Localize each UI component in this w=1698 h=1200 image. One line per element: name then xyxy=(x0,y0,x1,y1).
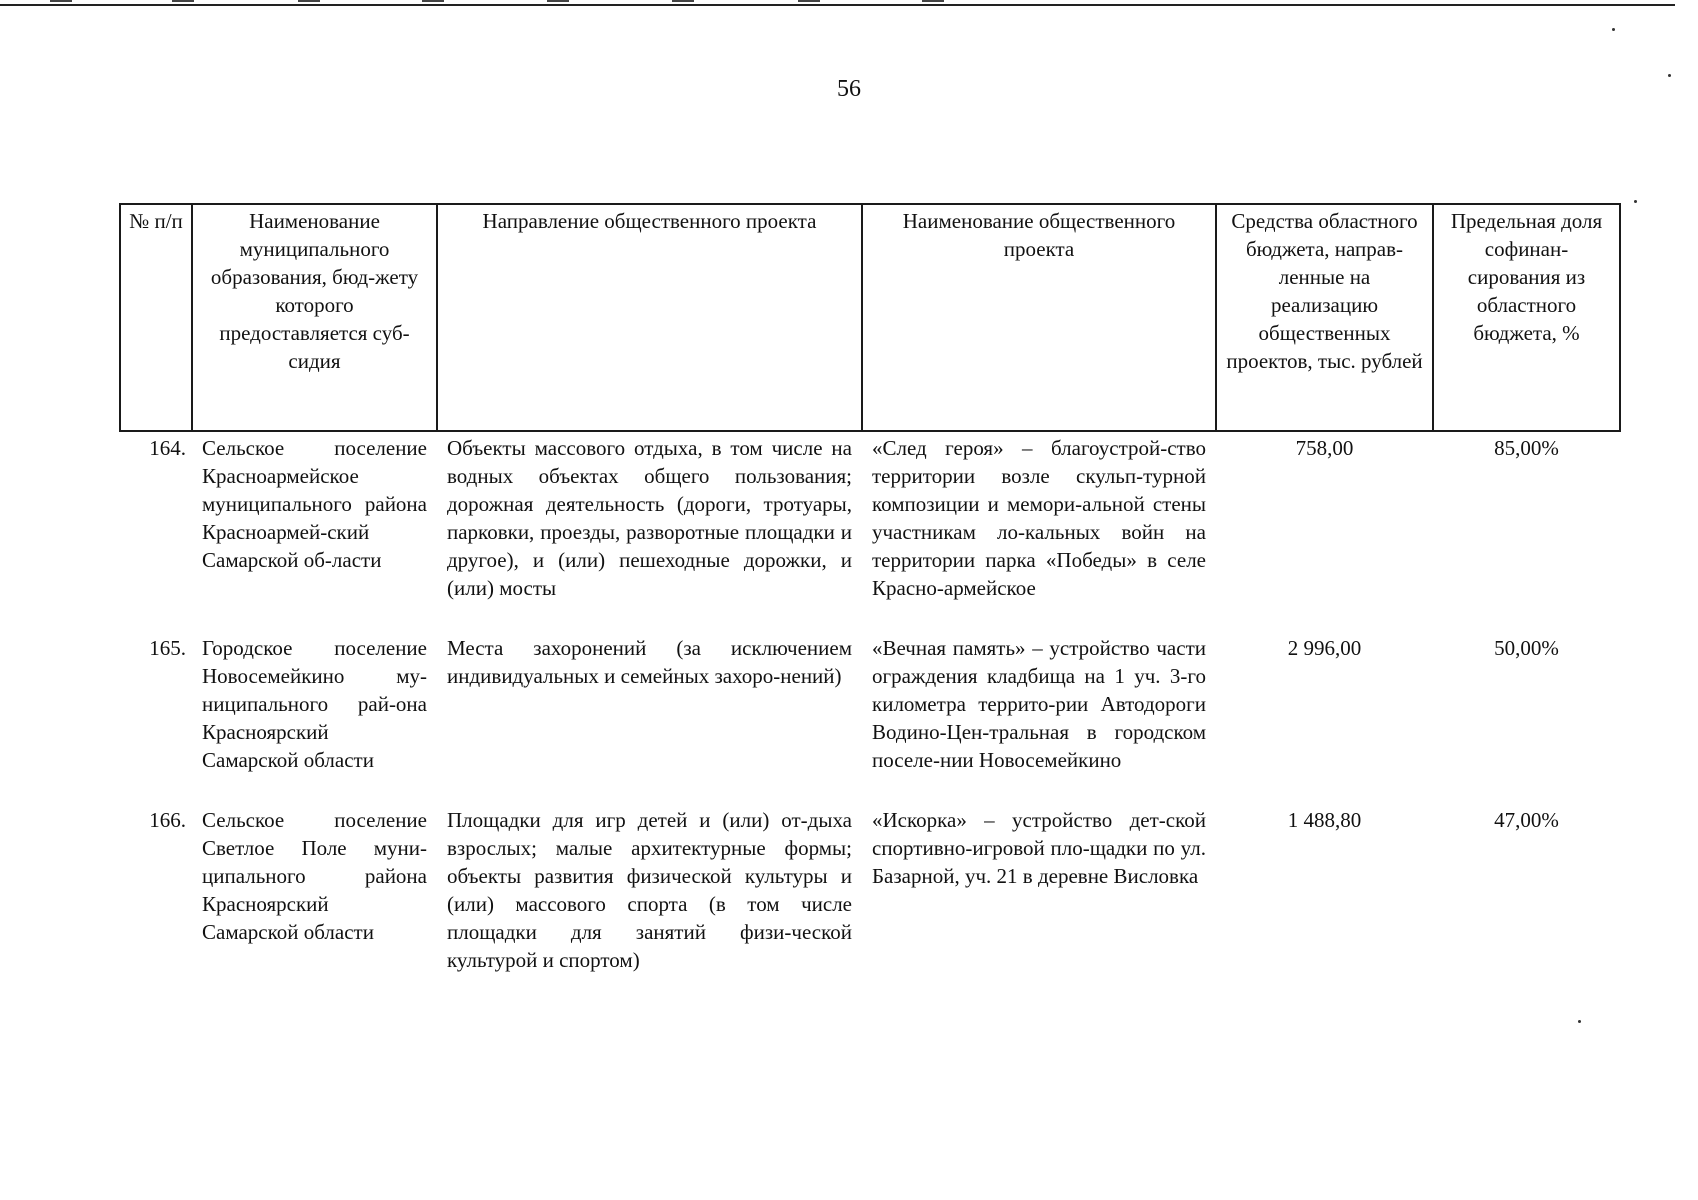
header-direction: Направление общественного проекта xyxy=(437,204,862,431)
row-project-name: «След героя» – благоустрой-ство территории возле скульп-турной композиции и мемори-альной стены участникам ло-кальных войн на территории парка «Победы» в селе Красно-армейское xyxy=(872,436,1206,600)
table-row xyxy=(120,632,1620,804)
row-number: 164. xyxy=(149,436,186,460)
top-border-line xyxy=(0,4,1675,6)
header-municipality: Наименование муниципального образования, бюд-жету которого предоставляется суб-сидия xyxy=(192,204,437,431)
row-project-name: «Вечная память» – устройство части ограждения кладбища на 1 уч. 3-го километра террито-рии Автодороги Водино-Цен-тральная в городском поселе-нии Новосемейкино xyxy=(872,636,1206,772)
row-municipality: Сельское поселение Красноармейское муниципального района Красноармей-ский Самарской об-ласти xyxy=(202,436,427,572)
header-share: Предельная доля софинан-сирования из областного бюджета, % xyxy=(1433,204,1620,431)
row-project-name: «Искорка» – устройство дет-ской спортивно-игровой пло-щадки по ул. Базарной, уч. 21 в деревне Висловка xyxy=(872,808,1206,888)
row-direction: Объекты массового отдыха, в том числе на водных объектах общего пользования; дорожная деятельность (дороги, тротуары, парковки, проезды, разворотные площадки и другое), и (или) пешеходные дорожки, и (или) мосты xyxy=(447,436,852,600)
row-share: 85,00% xyxy=(1494,436,1559,460)
row-number: 165. xyxy=(149,636,186,660)
table-header-row xyxy=(120,204,1620,431)
row-funds: 2 996,00 xyxy=(1287,636,1362,660)
scan-speck xyxy=(1634,200,1637,203)
row-municipality: Городское поселение Новосемейкино му-ниципального рай-она Красноярский Самарской области xyxy=(202,636,427,772)
page-number: 56 xyxy=(837,76,861,102)
table-row xyxy=(120,804,1620,1004)
row-direction: Места захоронений (за исключением индивидуальных и семейных захоро-нений) xyxy=(447,636,852,688)
top-edge-marks xyxy=(50,0,950,4)
header-number: № п/п xyxy=(120,204,192,431)
table-row xyxy=(120,431,1620,632)
row-municipality: Сельское поселение Светлое Поле муни-ципального района Красноярский Самарской области xyxy=(202,808,427,944)
scan-speck xyxy=(1612,28,1615,31)
row-share: 47,00% xyxy=(1494,808,1559,832)
row-direction: Площадки для игр детей и (или) от-дыха взрослых; малые архитектурные формы; объекты развития физической культуры и (или) массового спорта (в том числе площадки для занятий физи-ческой культурой и спортом) xyxy=(447,808,852,972)
header-funds: Средства областного бюджета, направ-ленные на реализацию общественных проектов, тыс. рублей xyxy=(1216,204,1433,431)
row-funds: 1 488,80 xyxy=(1287,808,1362,832)
scan-speck xyxy=(1578,1020,1581,1023)
row-share: 50,00% xyxy=(1494,636,1559,660)
subsidy-table xyxy=(119,203,1621,1004)
row-funds: 758,00 xyxy=(1295,436,1354,460)
header-project-name: Наименование общественного проекта xyxy=(862,204,1216,431)
row-number: 166. xyxy=(149,808,186,832)
